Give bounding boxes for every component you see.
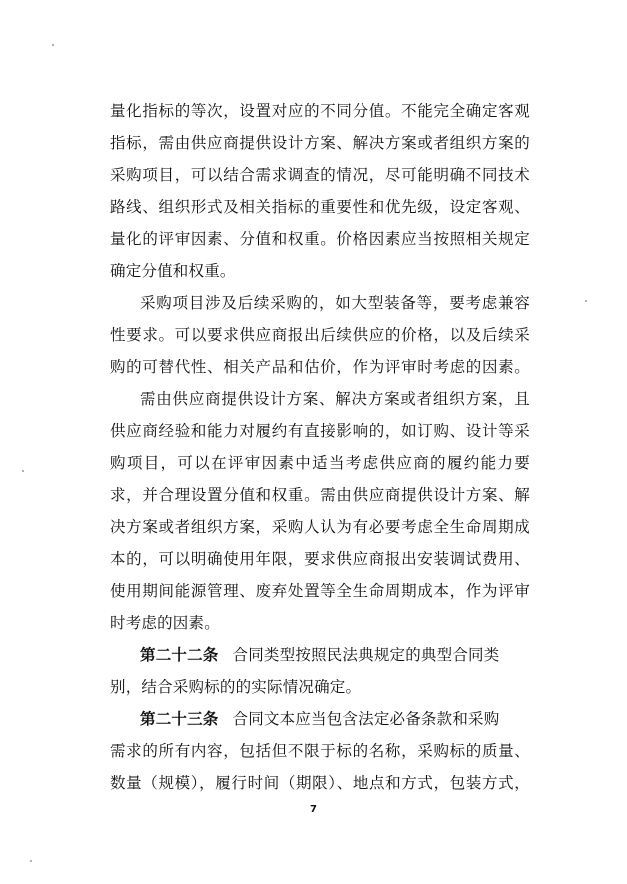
scan-speck: [585, 300, 587, 302]
article-22-first-line: [140, 642, 499, 668]
article-23-text: 合同文本应当包含法定必备条款和采购: [232, 710, 500, 728]
paragraph-first-line: 需由供应商提供设计方案、解决方案或者组织方案，且: [140, 390, 530, 408]
text-line: 采购项目，可以结合需求调查的情况，尽可能明确不同技术: [110, 166, 530, 184]
text-line: 确定分值和权重。: [110, 262, 236, 280]
text-line: 数量（规模），履行时间（期限）、地点和方式，包装方式，: [110, 774, 530, 792]
text-line: 时考虑的因素。: [110, 614, 220, 632]
text-line: 购的可替代性、相关产品和估价，作为评审时考虑的因素。: [110, 358, 530, 376]
text-line: 别，结合采购标的的实际情况确定。: [110, 678, 362, 696]
article-22-heading: 第二十二条: [140, 645, 219, 664]
text-line: 使用期间能源管理、废弃处置等全生命周期成本，作为评审: [110, 582, 530, 600]
text-line: 供应商经验和能力对履约有直接影响的，如订购、设计等采: [110, 422, 530, 440]
article-23-heading: 第二十三条: [140, 709, 219, 728]
article-23-first-line: [140, 706, 499, 732]
text-line: 求，并合理设置分值和权重。需由供应商提供设计方案、解: [110, 486, 530, 504]
text-line: 本的，可以明确使用年限，要求供应商报出安装调试费用、: [110, 550, 530, 568]
paragraph-first-line: 采购项目涉及后续采购的，如大型装备等，要考虑兼容: [140, 294, 530, 312]
scan-speck: [22, 470, 24, 472]
text-line: 需求的所有内容，包括但不限于标的名称，采购标的质量、: [110, 742, 530, 760]
article-22-text: 合同类型按照民法典规定的典型合同类: [232, 646, 500, 664]
text-line: 指标，需由供应商提供设计方案、解决方案或者组织方案的: [110, 134, 530, 152]
scan-speck: [30, 860, 32, 862]
text-line: 量化指标的等次，设置对应的不同分值。不能完全确定客观: [110, 102, 530, 120]
scan-speck: [52, 44, 54, 46]
text-line: 购项目，可以在评审因素中适当考虑供应商的履约能力要: [110, 454, 530, 472]
text-line: 性要求。可以要求供应商报出后续供应的价格，以及后续采: [110, 326, 530, 344]
text-line: 路线、组织形式及相关指标的重要性和优先级，设定客观、: [110, 198, 530, 216]
text-line: 量化的评审因素、分值和权重。价格因素应当按照相关规定: [110, 230, 530, 248]
text-line: 决方案或者组织方案，采购人认为有必要考虑全生命周期成: [110, 518, 530, 536]
page-number: 7: [310, 804, 317, 815]
